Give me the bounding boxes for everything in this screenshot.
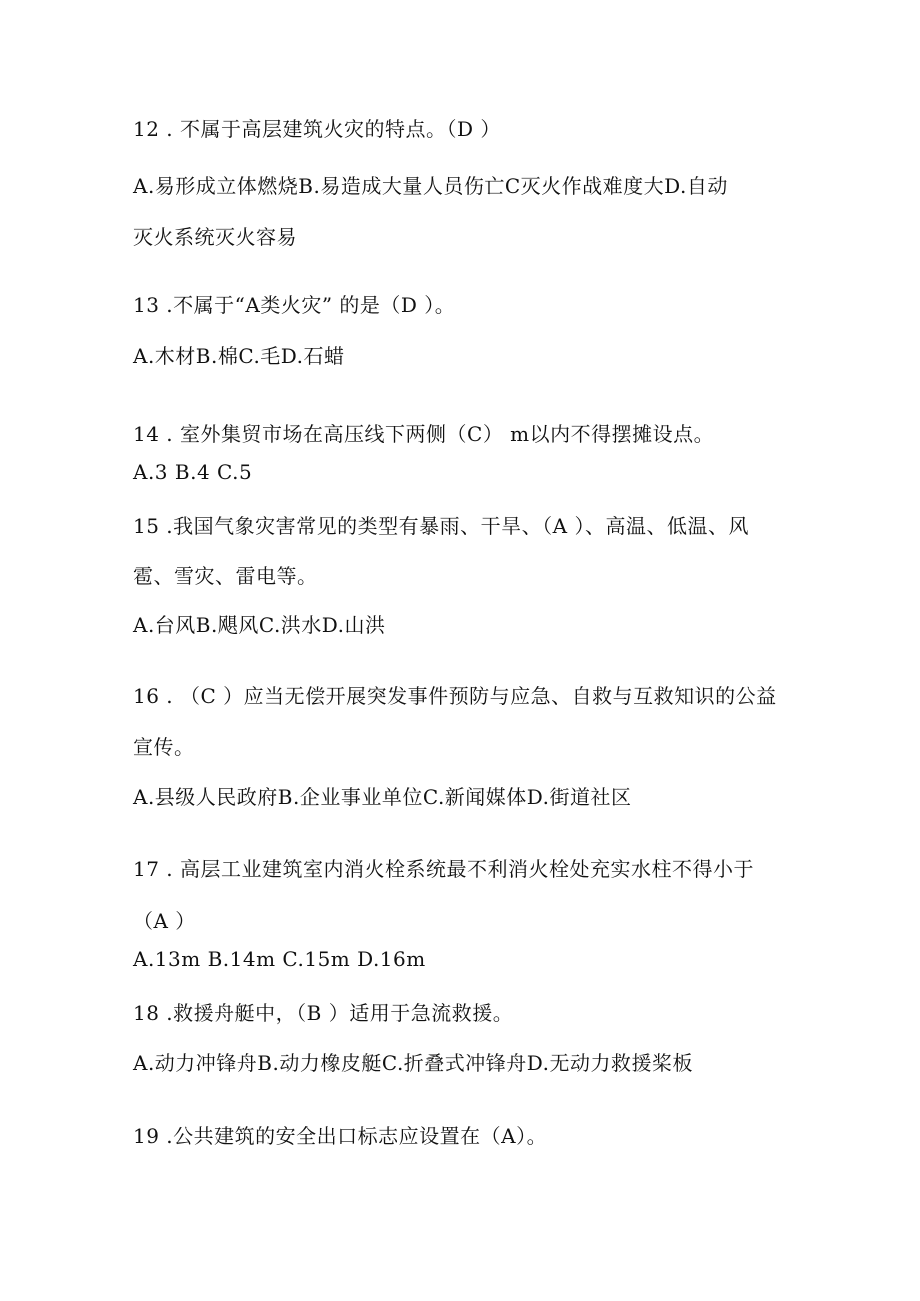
question-13-options: A.木材B.棉C.毛D.石蜡: [133, 344, 345, 368]
question-14-stem: 14 . 室外集贸市场在高压线下两侧（C） m以内不得摆摊设点。: [133, 422, 715, 446]
question-15-stem: 15 .我国气象灾害常见的类型有暴雨、干旱、（A ）、高温、低温、风: [133, 514, 749, 538]
question-14-options: A.3 B.4 C.5: [133, 460, 253, 484]
question-15-options: A.台风B.飓风C.洪水D.山洪: [133, 613, 386, 637]
question-16-options: A.县级人民政府B.企业事业单位C.新闻媒体D.街道社区: [133, 785, 632, 809]
question-17-options: A.13m B.14m C.15m D.16m: [133, 947, 426, 971]
question-17-stem-continued: （A ）: [133, 909, 196, 933]
question-16-stem-continued: 宣传。: [133, 735, 195, 759]
question-12-options: A.易形成立体燃烧B.易造成大量人员伤亡C灭火作战难度大D.自动: [133, 174, 728, 198]
question-12-options-continued: 灭火系统灭火容易: [133, 225, 297, 249]
question-19-stem: 19 .公共建筑的安全出口标志应设置在（A）。: [133, 1124, 548, 1148]
question-18-stem: 18 .救援舟艇中，（B ）适用于急流救援。: [133, 1001, 514, 1025]
question-12-stem: 12 . 不属于高层建筑火灾的特点。（D ）: [133, 117, 501, 141]
question-16-stem: 16 . （C ）应当无偿开展突发事件预防与应急、自救与互救知识的公益: [133, 684, 777, 708]
question-18-options: A.动力冲锋舟B.动力橡皮艇C.折叠式冲锋舟D.无动力救援桨板: [133, 1051, 693, 1075]
question-17-stem: 17 . 高层工业建筑室内消火栓系统最不利消火栓处充实水柱不得小于: [133, 857, 755, 881]
question-13-stem: 13 .不属于“A类火灾” 的是（D ）。: [133, 293, 456, 317]
question-15-stem-continued: 雹、雪灾、雷电等。: [133, 564, 318, 588]
